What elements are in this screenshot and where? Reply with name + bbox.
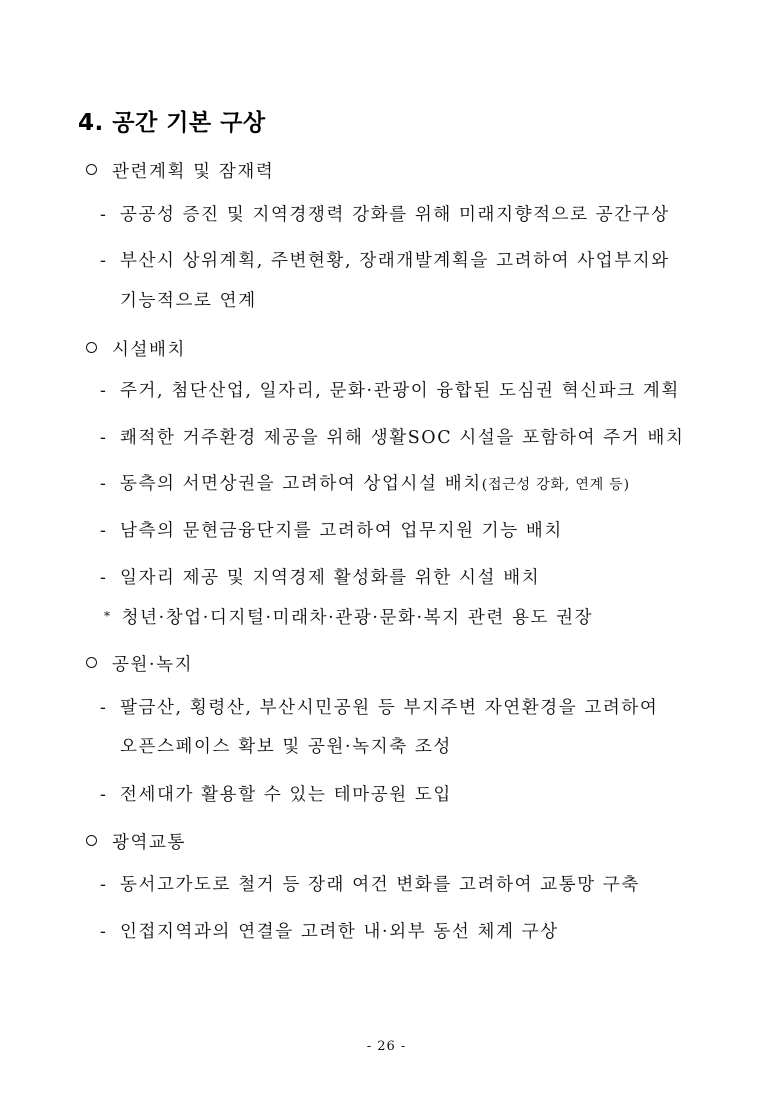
list-item-continuation: 기능적으로 연계 bbox=[120, 291, 257, 311]
circle-bullet-icon bbox=[86, 164, 97, 175]
list-item: - 남측의 문현금융단지를 고려하여 업무지원 기능 배치 bbox=[100, 521, 563, 541]
dash-bullet-icon: - bbox=[100, 205, 108, 225]
dash-bullet-icon: - bbox=[100, 251, 108, 271]
list-item: - 인접지역과의 연결을 고려한 내·외부 동선 체계 구상 bbox=[100, 922, 559, 942]
section-title-parks: 공원·녹지 bbox=[86, 653, 193, 677]
section-title-plans: 관련계획 및 잠재력 bbox=[86, 160, 274, 184]
list-item: - 동서고가도로 철거 등 장래 여건 변화를 고려하여 교통망 구축 bbox=[100, 875, 640, 895]
dash-bullet-icon: - bbox=[100, 428, 108, 448]
list-item: - 전세대가 활용할 수 있는 테마공원 도입 bbox=[100, 785, 452, 805]
list-item-continuation: 오픈스페이스 확보 및 공원·녹지축 조성 bbox=[120, 737, 452, 757]
list-item: - 주거, 첨단산업, 일자리, 문화·관광이 융합된 도심권 혁신파크 계획 bbox=[100, 381, 680, 401]
dash-bullet-icon: - bbox=[100, 922, 108, 942]
dash-bullet-icon: - bbox=[100, 698, 108, 718]
circle-bullet-icon bbox=[86, 835, 97, 846]
dash-bullet-icon: - bbox=[100, 474, 108, 494]
asterisk-bullet-icon: * bbox=[104, 609, 112, 623]
list-item: - 공공성 증진 및 지역경쟁력 강화를 위해 미래지향적으로 공간구상 bbox=[100, 205, 670, 225]
list-item: - 쾌적한 거주환경 제공을 위해 생활SOC 시설을 포함하여 주거 배치 bbox=[100, 428, 685, 448]
section-heading: 4. 공간 기본 구상 bbox=[78, 110, 266, 136]
dash-bullet-icon: - bbox=[100, 521, 108, 541]
section-title-transport: 광역교통 bbox=[86, 831, 186, 855]
dash-bullet-icon: - bbox=[100, 381, 108, 401]
dash-bullet-icon: - bbox=[100, 875, 108, 895]
parenthetical-note: (접근성 강화, 연계 등) bbox=[481, 477, 630, 493]
footnote-item: * 청년·창업·디지털·미래차·관광·문화·복지 관련 용도 권장 bbox=[104, 604, 593, 630]
circle-bullet-icon bbox=[86, 342, 97, 353]
circle-bullet-icon bbox=[86, 657, 97, 668]
section-title-facilities: 시설배치 bbox=[86, 338, 186, 362]
list-item: - 부산시 상위계획, 주변현황, 장래개발계획을 고려하여 사업부지와 bbox=[100, 251, 670, 271]
page-number: - 26 - bbox=[366, 1039, 407, 1054]
list-item: - 동측의 서면상권을 고려하여 상업시설 배치(접근성 강화, 연계 등) bbox=[100, 474, 630, 494]
list-item: - 팔금산, 횡령산, 부산시민공원 등 부지주변 자연환경을 고려하여 bbox=[100, 698, 659, 718]
dash-bullet-icon: - bbox=[100, 785, 108, 805]
list-item: - 일자리 제공 및 지역경제 활성화를 위한 시설 배치 bbox=[100, 568, 541, 588]
dash-bullet-icon: - bbox=[100, 568, 108, 588]
